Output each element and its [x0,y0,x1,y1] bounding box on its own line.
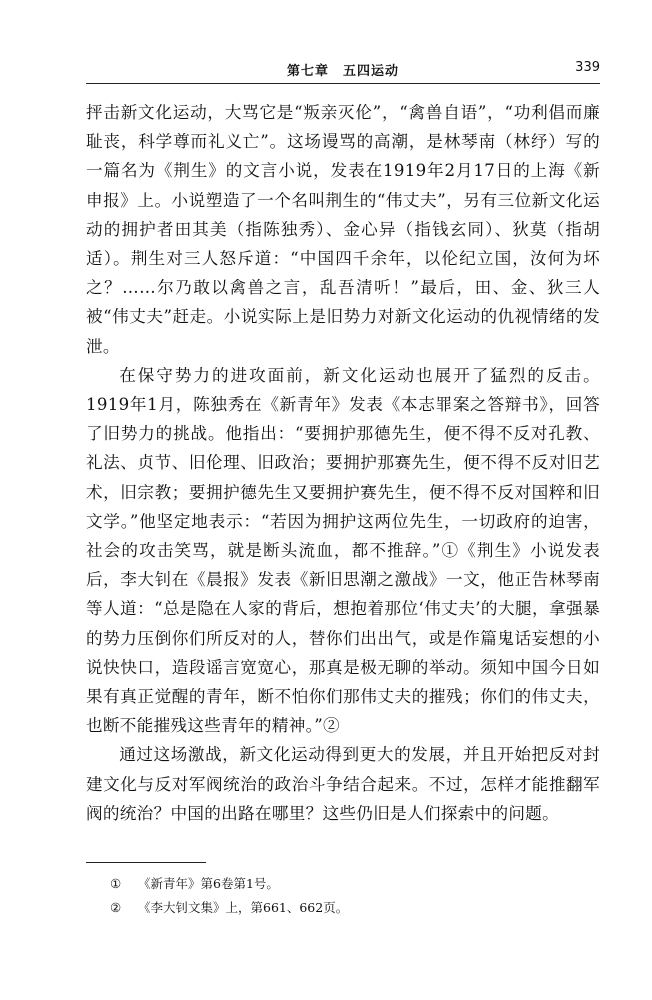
footnote [110,896,600,920]
footnotes [110,872,600,920]
footnote-text: 《新青年》第6卷第1号。 [138,876,279,891]
footnote-divider [86,862,206,863]
paragraph-continuation: 抨击新文化运动，大骂它是“叛亲灭伦”，“禽兽自语”，“功利倡而廉耻丧，科学尊而礼义亡”。这场谩骂的高潮，是林琴南（林纾）写的一篇名为《荆生》的文言小说，发表在1919年2月17日的上海《新申报》上。小说塑造了一个名叫荆生的“伟丈夫”，另有三位新文化运动的拥护者田其美（指陈独秀）、金心异（指钱玄同）、狄莫（指胡适）。荆生对三人怒斥道：“中国四千余年，以伦纪立国，汝何为坏之？……尔乃敢以禽兽之言，乱吾清听！”最后，田、金、狄三人被“伟丈夫”赶走。小说实际上是旧势力对新文化运动的仇视情绪的发泄。 [86,103,600,356]
chapter-title: 第七章 五四运动 [286,64,399,79]
page-number: 339 [575,60,600,75]
body-text [86,98,600,828]
footnote [110,872,600,896]
running-header [86,58,600,84]
header-rule [86,83,600,84]
footnote-marker: ① [110,876,122,891]
footnote-marker: ② [110,900,122,915]
paragraph: 通过这场激战，新文化运动得到更大的发展，并且开始把反对封建文化与反对军阀统治的政治斗争结合起来。不过，怎样才能推翻军阀的统治？中国的出路在哪里？这些仍旧是人们探索中的问题。 [86,745,600,823]
footnote-text: 《李大钊文集》上，第661、662页。 [138,900,349,915]
paragraph: 在保守势力的进攻面前，新文化运动也展开了猛烈的反击。1919年1月，陈独秀在《新青年》发表《本志罪案之答辩书》，回答了旧势力的挑战。他指出：“要拥护那德先生，便不得不反对孔教、礼法、贞节、旧伦理、旧政治；要拥护那赛先生，便不得不反对旧艺术，旧宗教；要拥护德先生又要拥护赛先生，便不得不反对国粹和旧文学。”他坚定地表示：“若因为拥护这两位先生，一切政府的迫害，社会的攻击笑骂，就是断头流血，都不推辞。”①《荆生》小说发表后，李大钊在《晨报》发表《新旧思潮之激战》一文，他正告林琴南等人道：“总是隐在人家的背后，想抱着那位‘伟丈夫’的大腿，拿强暴的势力压倒你们所反对的人，替你们出出气，或是作篇鬼话妄想的小说快快口，造段谣言宽宽心，那真是极无聊的举动。须知中国今日如果有真正觉醒的青年，断不怕你们那伟丈夫的摧残；你们的伟丈夫，也断不能摧残这些青年的精神。”② [86,365,600,736]
